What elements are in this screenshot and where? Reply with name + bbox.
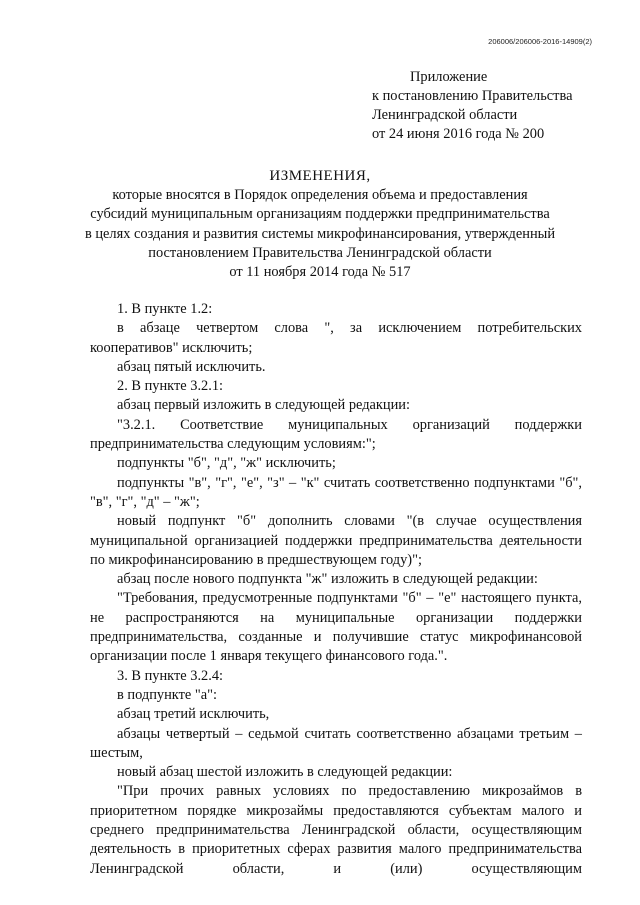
appendix-line-2: к постановлению Правительства [372,88,573,104]
paragraph-8: подпункты "в", "г", "е", "з" – "к" считать соответственно подпунктами "б", "в", "г", "д" – "ж"; [90,474,582,510]
paragraph-10: абзац после нового подпункта "ж" изложить в следующей редакции: [117,571,538,588]
appendix-block [372,68,612,144]
paragraph-3: абзац пятый исключить. [117,358,266,375]
paragraph-2: в абзаце четвертом слова ", за исключением потребительских кооперативов" исключить; [90,320,582,356]
appendix-line-4: от 24 июня 2016 года № 200 [372,126,545,142]
title-line-5: от 11 ноября 2014 года № 517 [229,264,411,281]
title-line-1: которые вносятся в Порядок определения объема и предоставления [112,187,528,204]
document-title [0,167,640,282]
paragraph-16: новый абзац шестой изложить в следующей редакции: [117,764,453,781]
paragraph-1: 1. В пункте 1.2: [117,301,213,317]
appendix-line-3: Ленинградской области [372,107,518,123]
title-line-4: постановлением Правительства Ленинградской области [148,244,492,261]
paragraph-6: "3.2.1. Соответствие муниципальных организаций поддержки предпринимательства следующим условиям:"; [90,416,582,453]
paragraph-9: новый подпункт "б" дополнить словами "(в случае осуществления муниципальной организацией поддержки предпринимательства деятельности по микрофинансированию в предшествующем году)"; [90,513,582,568]
paragraph-4: 2. В пункте 3.2.1: [117,378,224,395]
paragraph-11: "Требования, предусмотренные подпунктами "б" – "е" настоящего пункта, не распространяются на муниципальные организации поддержки предпринимательства, созданные и получившие статус микрофинансовой организации после 1 января текущего финансового года.". [90,590,582,665]
document-body [90,300,582,879]
document-id: 206006/206006-2016-14909(2) [488,37,592,46]
paragraph-17: "При прочих равных условиях по предоставлению микрозаймов в приоритетном порядке микрозаймы предоставляются субъектам малого и среднего предпринимательства Ленинградской области, осуществляющим деятельность в приоритетных сферах развития малого предпринимательства Ленинградской области, и (или) осуществляющим [90,783,582,877]
title-line-2: субсидий муниципальным организациям поддержки предпринимательства [90,206,550,223]
appendix-line-1: Приложение [410,69,488,85]
title-line-3: в целях создания и развития системы микрофинансирования, утвержденный [84,225,556,242]
paragraph-12: 3. В пункте 3.2.4: [117,667,224,684]
paragraph-7: подпункты "б", "д", "ж" исключить; [117,455,336,472]
paragraph-14: абзац третий исключить, [117,706,270,723]
paragraph-15: абзацы четвертый – седьмой считать соответственно абзацами третьим – шестым, [90,725,582,761]
paragraph-5: абзац первый изложить в следующей редакции: [117,397,411,414]
paragraph-13: в подпункте "а": [117,686,218,703]
title-heading: ИЗМЕНЕНИЯ, [269,168,371,184]
